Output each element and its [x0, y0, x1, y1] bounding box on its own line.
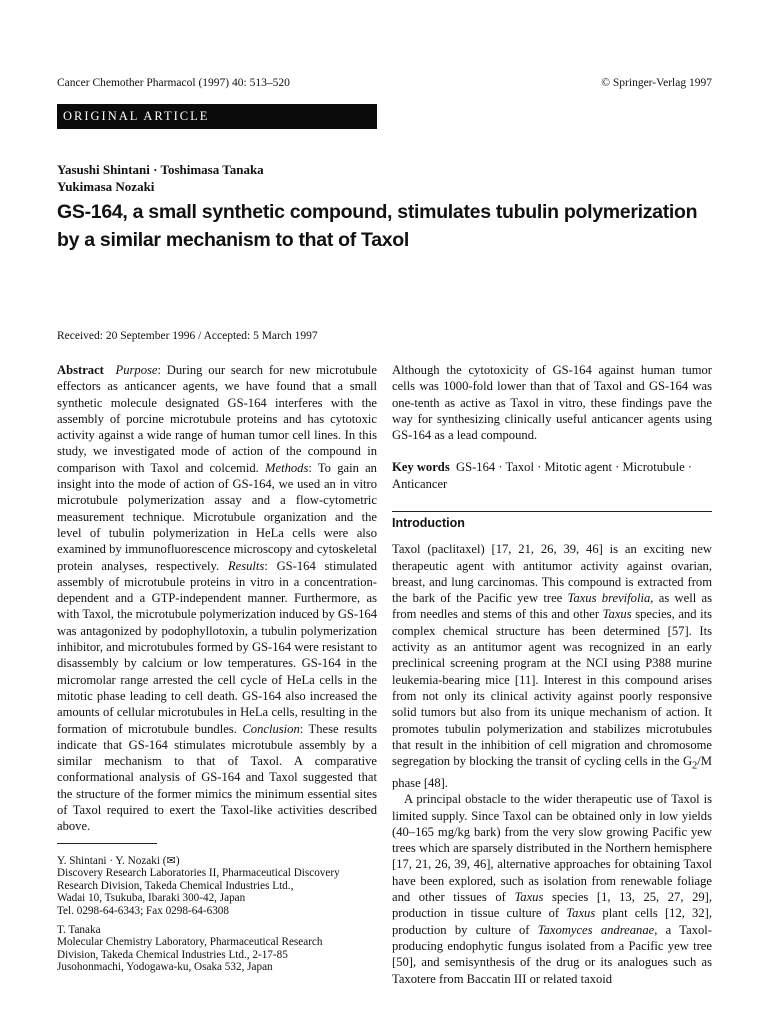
introduction-heading: Introduction — [392, 516, 465, 530]
taxomyces-term: Taxomyces andreanae — [537, 922, 655, 937]
abstract-continued: Although the cytotoxicity of GS-164 against human tumor cells was 1000-fold lower than that of Taxol and GS-164 was one-tenth as active as Taxol in vitro, these findings pave the way for synthesizing clinically useful anticancer agents using GS-164 as a lead compound. — [392, 363, 712, 443]
g2-subscript: 2 — [692, 760, 698, 772]
affiliation-1-line: Wadai 10, Tsukuba, Ibaraki 300-42, Japan — [57, 892, 246, 905]
authors-line-2: Yukimasa Nozaki — [57, 179, 155, 194]
intro-text: , as well as from needles and stems of this and other — [392, 591, 712, 622]
author-list — [57, 161, 264, 195]
keywords-text: GS-164 · Taxol · Mitotic agent · Microtubule · Anticancer — [392, 460, 693, 491]
title-line-1: GS-164, a small synthetic compound, stimulates tubulin polymerization — [57, 201, 698, 223]
intro-text: plant cells [12, 32], production by culture of — [392, 906, 712, 937]
intro-text: species, and its complex chemical structure has been determined [57]. Its activity as an antitumor agent was recognized in an early preclinical screening program at the NCI using P388 murine leukemia-bearing mice [11]. Interest in this compound arises from not only its clinical activity against poorly responsive solid tumors but also from its unique mechanism of action. It promotes tubulin polymerization and stabilizes microtubules that result in the inhibition of cell migration and chromosome segregation by blocking the transit of cycling cells in the G — [392, 607, 713, 769]
right-column — [392, 362, 712, 492]
results-label: Results — [227, 558, 265, 573]
intro-text: A principal obstacle to the wider therapeutic use of Taxol is limited supply. Since Taxol can be obtained only in low yields (40–165 mg/kg bark) from the very slow growing Pacific yew trees which are sparsely distributed in the Northern hemisphere [17, 21, 26, 39, 46], alternative approaches for obtaining Taxol have been explored, such as isolation from renewable foliage and other tissues of — [392, 792, 712, 905]
taxus-term: Taxus — [514, 890, 544, 905]
affiliation-1-name: Y. Shintani · Y. Nozaki (✉) — [57, 855, 180, 867]
introduction-section — [392, 515, 712, 987]
authors-line-1: Yasushi Shintani · Toshimasa Tanaka — [57, 162, 264, 177]
keywords — [392, 459, 712, 492]
affiliation-rule — [57, 843, 157, 844]
journal-citation: Cancer Chemother Pharmacol (1997) 40: 513–520 — [57, 77, 290, 89]
methods-label: Methods — [265, 460, 309, 475]
keywords-label: Key words — [392, 460, 450, 475]
affiliations — [57, 855, 377, 974]
taxus-brevifolia-term: Taxus brevifolia — [567, 591, 651, 606]
affiliation-1-line: Tel. 0298-64-6343; Fax 0298-64-6308 — [57, 904, 229, 917]
intro-text: /M phase [48]. — [392, 754, 712, 790]
conclusion-label: Conclusion — [242, 721, 300, 736]
copyright-notice: © Springer-Verlag 1997 — [601, 77, 712, 89]
affiliation-1-line: Research Division, Takeda Chemical Industries Ltd., — [57, 879, 294, 892]
results-text: : GS-164 stimulated assembly of microtubule proteins in vitro in a concentration-dependent and a GTP-independent manner. Furthermore, as with Taxol, the microtubule polymerization induced by GS-164 was antagonized by podophyllotoxin, a tubulin polymerization inhibitor, and microtubules formed by GS-164 were resistant to disassembly by calcium or low temperatures. GS-164 in the micromolar range arrested the cell cycle of HeLa cells in the mitotic phase leading to cell death. GS-164 also increased the amounts of cellular microtubules in HeLa cells, resulting in the formation of microtubule bundles. — [57, 558, 377, 736]
methods-text: : To gain an insight into the mode of action of GS-164, we used an in vitro microtubule polymerization assay and a flow-cytometric measurement technique. Microtubule organization and the level of tubulin polymerization in HeLa cells were also examined by immunofluorescence microscopy and cytoskeletal protein analyses, respectively. — [57, 460, 377, 573]
introduction-rule — [392, 511, 712, 512]
conclusion-text: : These results indicate that GS-164 stimulates microtubule assembly by a similar mechanism to that of Taxol. A comparative conformational analysis of GS-164 and Taxol suggested that the structure of the former mimics the minimum essential sites of Taxol required to exert the Taxol-like activities described above. — [57, 721, 377, 834]
affiliation-2-line: Division, Takeda Chemical Industries Ltd., 2-17-85 — [57, 948, 288, 961]
left-column — [57, 362, 377, 835]
affiliation-2-line: Jusohonmachi, Yodogawa-ku, Osaka 532, Japan — [57, 961, 273, 974]
affiliation-1-line: Discovery Research Laboratories II, Pharmaceutical Discovery — [57, 867, 340, 880]
article-title — [57, 198, 727, 254]
intro-text: species [1, 13, 25, 27, 29], production in tissue culture of — [392, 890, 713, 921]
introduction-paragraph-1 — [392, 541, 712, 791]
introduction-paragraph-2 — [392, 791, 712, 987]
article-type-banner: ORIGINAL ARTICLE — [57, 104, 377, 129]
purpose-label: Purpose — [115, 363, 158, 377]
title-line-2: by a similar mechanism to that of Taxol — [57, 229, 410, 251]
purpose-text: : During our search for new microtubule effectors as anticancer agents, we have found that a small synthetic molecule designated GS-164 interferes with the assembly of porcine microtubule proteins and has cytotoxic activity against a wide range of human tumor cell lines. In this study, we investigated mode of action of the compound in comparison with Taxol and colcemid. — [57, 363, 377, 475]
intro-text: Taxol (paclitaxel) [17, 21, 26, 39, 46] is an exciting new therapeutic agent with antitumor activity against ovarian, breast, and lung carcinomas. This compound is extracted from the bark of the Pacific yew tree — [392, 542, 712, 606]
taxus-term: Taxus — [566, 906, 596, 921]
abstract-label: Abstract — [57, 363, 104, 377]
taxus-term: Taxus — [602, 607, 632, 622]
abstract-paragraph — [57, 362, 377, 835]
affiliation-2-line: Molecular Chemistry Laboratory, Pharmaceutical Research — [57, 936, 323, 949]
affiliation-2-name: T. Tanaka — [57, 924, 101, 937]
intro-text: , a Taxol-producing endophytic fungus isolated from a Pacific yew tree [50], and semisynthesis of the drug or its analogues such as Taxotere from Baccatin III or related taxoid — [392, 922, 712, 986]
received-dates: Received: 20 September 1996 / Accepted: 5 March 1997 — [57, 330, 318, 342]
